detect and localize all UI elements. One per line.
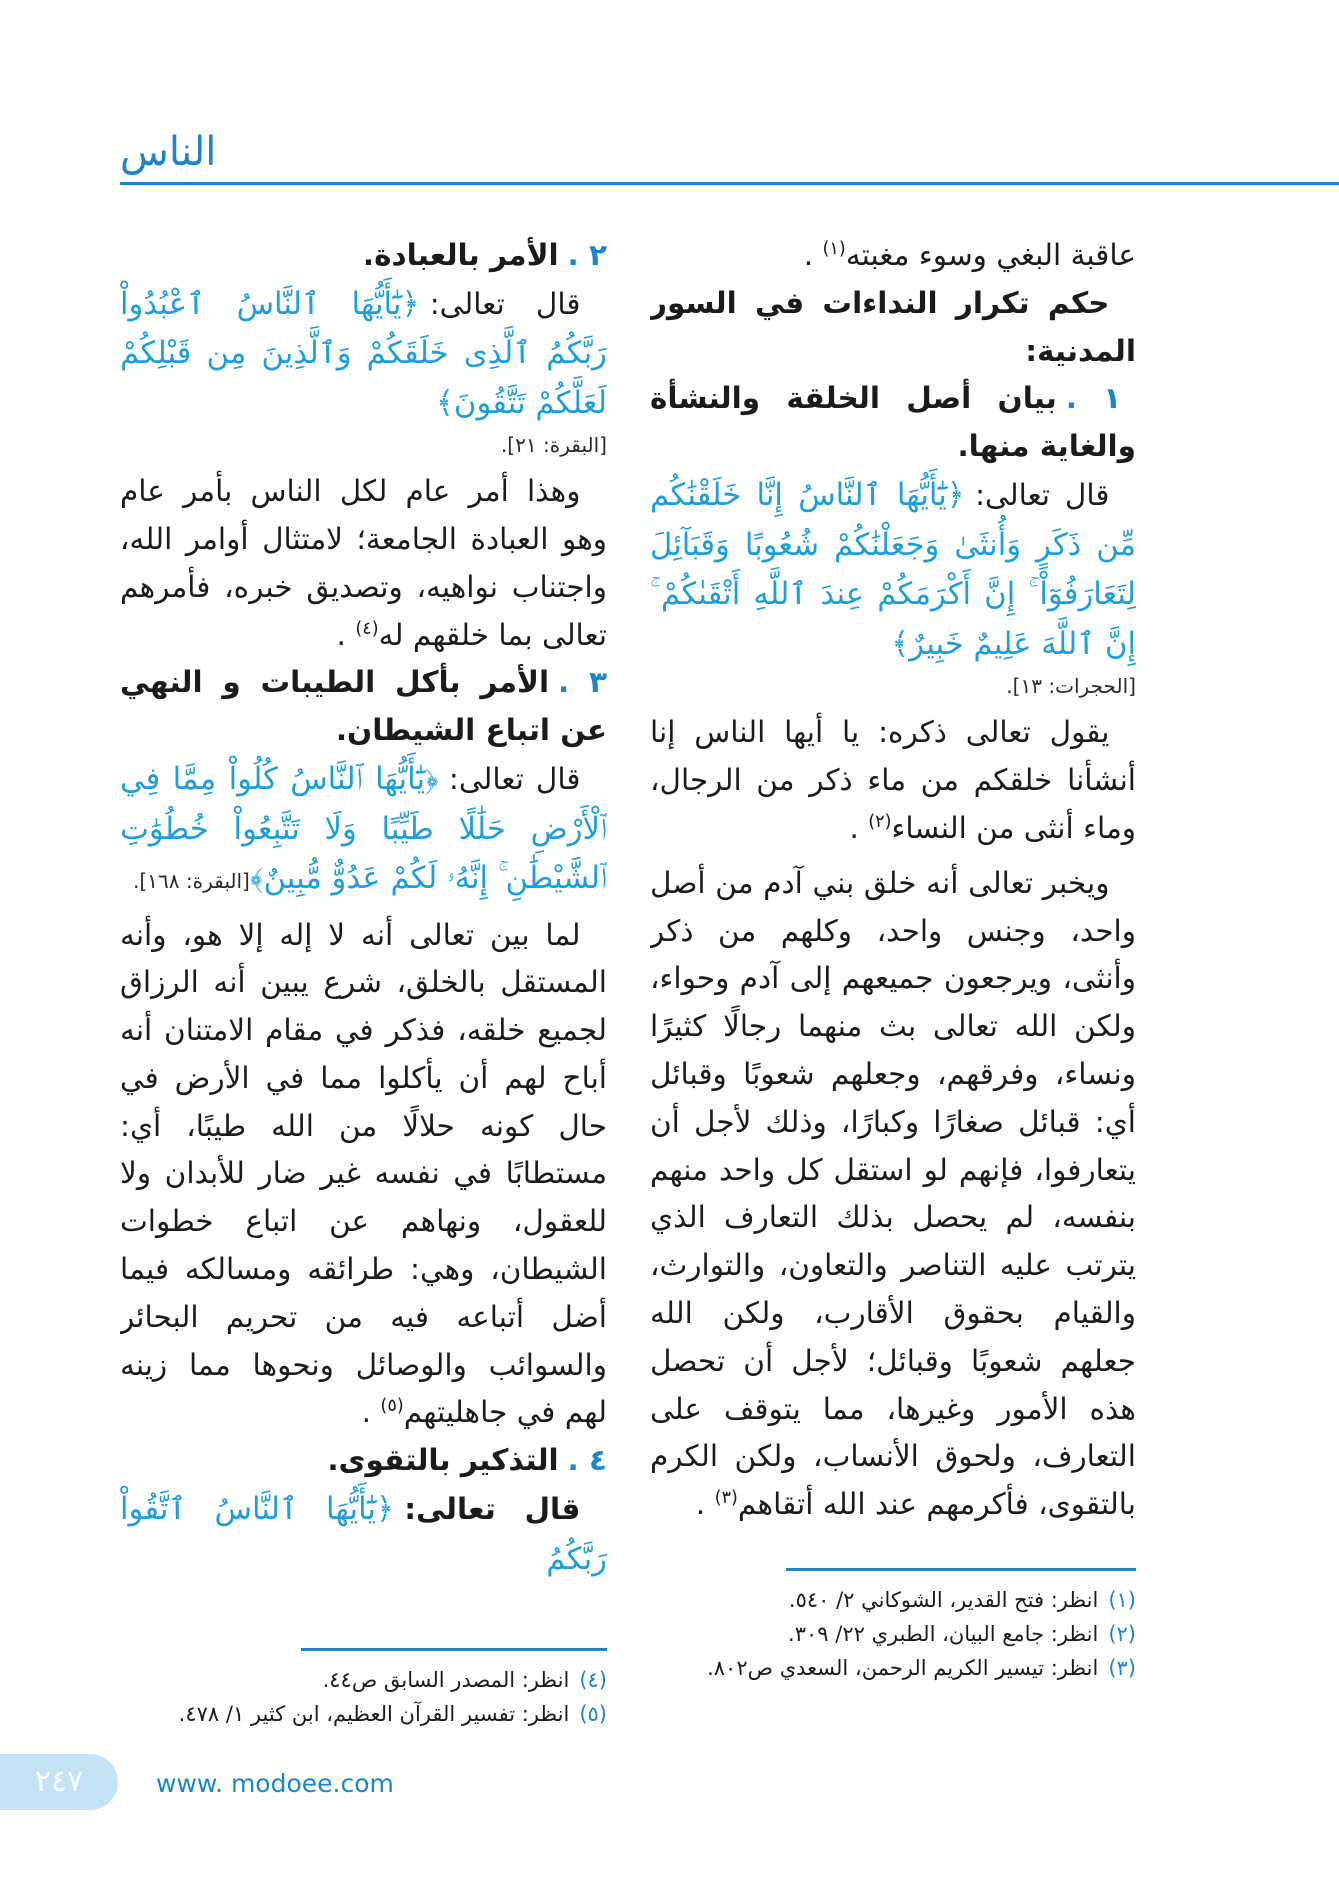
footnote-number: (٥) (579, 1702, 607, 1726)
footnote-rule (301, 1648, 607, 1651)
point-heading-3 (120, 659, 607, 755)
quote-label: قال تعالى: (404, 1491, 581, 1526)
footnote-ref: (١) (822, 239, 846, 260)
point-number: ٤ . (567, 1443, 607, 1478)
page-number-tab (0, 1754, 118, 1810)
footnote-text: انظر: المصدر السابق ص٤٤. (322, 1668, 570, 1692)
section-heading: حكم تكرار النداءات في السور المدنية: (650, 285, 1136, 368)
verse-citation: [الحجرات: ١٣]. (1006, 673, 1136, 698)
footnote-text: انظر: فتح القدير، الشوكاني ٢/ ٥٤٠. (788, 1588, 1099, 1612)
paragraph-3 (120, 468, 607, 659)
quran-verse: ﴿يَٰٓأَيُّهَا ٱلنَّاسُ ٱتَّقُواْ رَبَّكُمُ (120, 1491, 607, 1577)
footnote (120, 1697, 607, 1731)
quran-verse: ﴿يَٰٓأَيُّهَا ٱلنَّاسُ كُلُواْ مِمَّا فِي ٱلْأَرْضِ حَلَٰلًا طَيِّبًا وَلَا تَتَّبِعُواْ خُطُوَٰتِ ٱلشَّيْطَٰنِ ۚ إِنَّهُۥ لَكُمْ عَدُوٌّ مُّبِينٌ﴾ (120, 762, 607, 897)
page-number: ٢٤٧ (34, 1764, 84, 1799)
footnote-text: انظر: تيسير الكريم الرحمن، السعدي ص٨٠٢. (707, 1656, 1099, 1680)
point-title: الأمر بالعبادة. (362, 238, 559, 272)
footnote-number: (٤) (579, 1668, 607, 1692)
paragraph-4 (120, 912, 607, 1438)
point-heading-2 (120, 232, 607, 280)
paragraph-text: لما بين تعالى أنه لا إله إلا هو، وأنه المستقل بالخلق، شرع يبين أنه الرزاق لجميع خلقه، فذكر في مقام الامتنان أنه أباح لهم أن يأكلوا مما في الأرض في حال كونه حلالًا من الله طيبًا، أي: مستطابًا في نفسه غير ضار للأبدان ولا للعقول، ونهاهم عن اتباع خطوات الشيطان، وهي: طرائقه ومسالكه فيما أضل أتباعه فيه من تحريم البحائر والسوائب والوصائل ونحوها مما زينه لهم في جاهليتهم (120, 917, 607, 1430)
footnote-rule (786, 1568, 1136, 1571)
paragraph-text: وهذا أمر عام لكل الناس بأمر عام وهو العبادة الجامعة؛ لامتثال أوامر الله، واجتناب نواهيه، وتصديق خبره، فأمرهم تعالى بما خلقهم له (120, 474, 607, 652)
left-column-body (120, 232, 607, 1638)
quote-label: قال تعالى: (429, 286, 581, 321)
quran-quote-2 (120, 280, 607, 429)
running-head-rule (120, 182, 1339, 185)
paragraph-end: . (361, 1395, 381, 1430)
footnote-number: (١) (1108, 1588, 1136, 1612)
footnote (650, 1583, 1136, 1617)
paragraph-end: . (695, 1487, 715, 1522)
point-number: ١ . (1065, 381, 1122, 416)
paragraph-text: عاقبة البغي وسوء مغبته (845, 238, 1136, 272)
point-number: ٣ . (557, 665, 607, 700)
footnote-text: انظر: جامع البيان، الطبري ٢٢/ ٣٠٩. (788, 1622, 1099, 1646)
verse-citation: [البقرة: ٢١]. (500, 432, 607, 457)
quran-quote-4 (120, 1485, 607, 1584)
right-column-body (650, 232, 1136, 1562)
quran-verse: ﴿يَٰٓأَيُّهَا ٱلنَّاسُ إِنَّا خَلَقْنَٰكُم مِّن ذَكَرٍ وَأُنثَىٰ وَجَعَلْنَٰكُمْ شُعُوبًا وَقَبَآئِلَ لِتَعَارَفُوٓاْ ۚ إِنَّ أَكْرَمَكُمْ عِندَ ٱللَّهِ أَتْقَىٰكُمْ ۚ إِنَّ ٱللَّهَ عَلِيمٌ خَبِيرٌ﴾ (650, 477, 1136, 663)
paragraph-text: يقول تعالى ذكره: يا أيها الناس إنا أنشأنا خلقكم من ماء ذكر من الرجال، وماء أنثى من النساء (650, 715, 1136, 845)
footnote (650, 1617, 1136, 1651)
quran-verse: ﴿يَٰٓأَيُّهَا ٱلنَّاسُ ٱعْبُدُواْ رَبَّكُمُ ٱلَّذِى خَلَقَكُمْ وَٱلَّذِينَ مِن قَبْلِكُمْ لَعَلَّكُمْ تَتَّقُونَ﴾ (120, 286, 607, 422)
point-number: ٢ . (567, 238, 607, 272)
quran-quote-1 (650, 471, 1136, 670)
quote-label: قال تعالى: (448, 762, 581, 797)
verse-citation: [البقرة: ١٦٨]. (132, 869, 250, 894)
quote-label: قال تعالى: (975, 477, 1110, 512)
footnote-number: (٢) (1108, 1622, 1136, 1646)
continuation-paragraph (650, 232, 1136, 280)
website-url: www. modoee.com (156, 1769, 394, 1798)
footnote-ref: (٣) (714, 1488, 738, 1509)
paragraph-text: ويخبر تعالى أنه خلق بني آدم من أصل واحد، وجنس واحد، وكلهم من ذكر وأنثى، ويرجعون جميعهم إلى آدم وحواء، ولكن الله تعالى بث منهما رجالًا كثيرًا ونساء، وفرقهم، وجعلهم شعوبًا وقبائل أي: قبائل صغارًا وكبارًا، وذلك لأجل أن يتعارفوا، فإنهم لو استقل كل واحد منهم بنفسه، لم يحصل بذلك التعارف الذي يترتب عليه التناصر والتعاون، والتوارث، والقيام بحقوق الأقارب، ولكن الله جعلهم شعوبًا وقبائل؛ لأجل أن تحصل هذه الأمور وغيرها، مما يتوقف على التعارف، ولحوق الأنساب، ولكن الكرم بالتقوى، فأكرمهم عند الله أتقاهم (650, 865, 1136, 1522)
left-column (120, 232, 607, 1742)
paragraph-end: . (336, 617, 356, 652)
quran-quote-3 (120, 755, 607, 904)
point-heading-4 (120, 1437, 607, 1485)
paragraph-end: . (803, 238, 823, 272)
point-title: التذكير بالتقوى. (327, 1443, 559, 1478)
footnote-ref: (٢) (868, 811, 892, 832)
paragraph-2 (650, 860, 1136, 1529)
right-column (650, 232, 1136, 1742)
left-footnotes (120, 1648, 607, 1731)
running-head-title: الناس (120, 129, 217, 175)
paragraph-1 (650, 709, 1136, 852)
footnote (650, 1651, 1136, 1685)
point-heading-1 (650, 375, 1136, 471)
paragraph-end: . (849, 810, 869, 845)
footnote-text: انظر: تفسير القرآن العظيم، ابن كثير ١/ ٤٧٨. (178, 1702, 570, 1726)
right-footnotes (650, 1568, 1136, 1685)
footnote-ref: (٤) (355, 618, 379, 639)
point-title: بيان أصل الخلقة والنشأة والغاية منها. (650, 381, 1136, 464)
footnote-number: (٣) (1108, 1656, 1136, 1680)
footnote (120, 1663, 607, 1697)
point-title: الأمر بأكل الطيبات و النهي عن اتباع الشيطان. (120, 665, 607, 748)
footnote-ref: (٥) (380, 1396, 404, 1417)
